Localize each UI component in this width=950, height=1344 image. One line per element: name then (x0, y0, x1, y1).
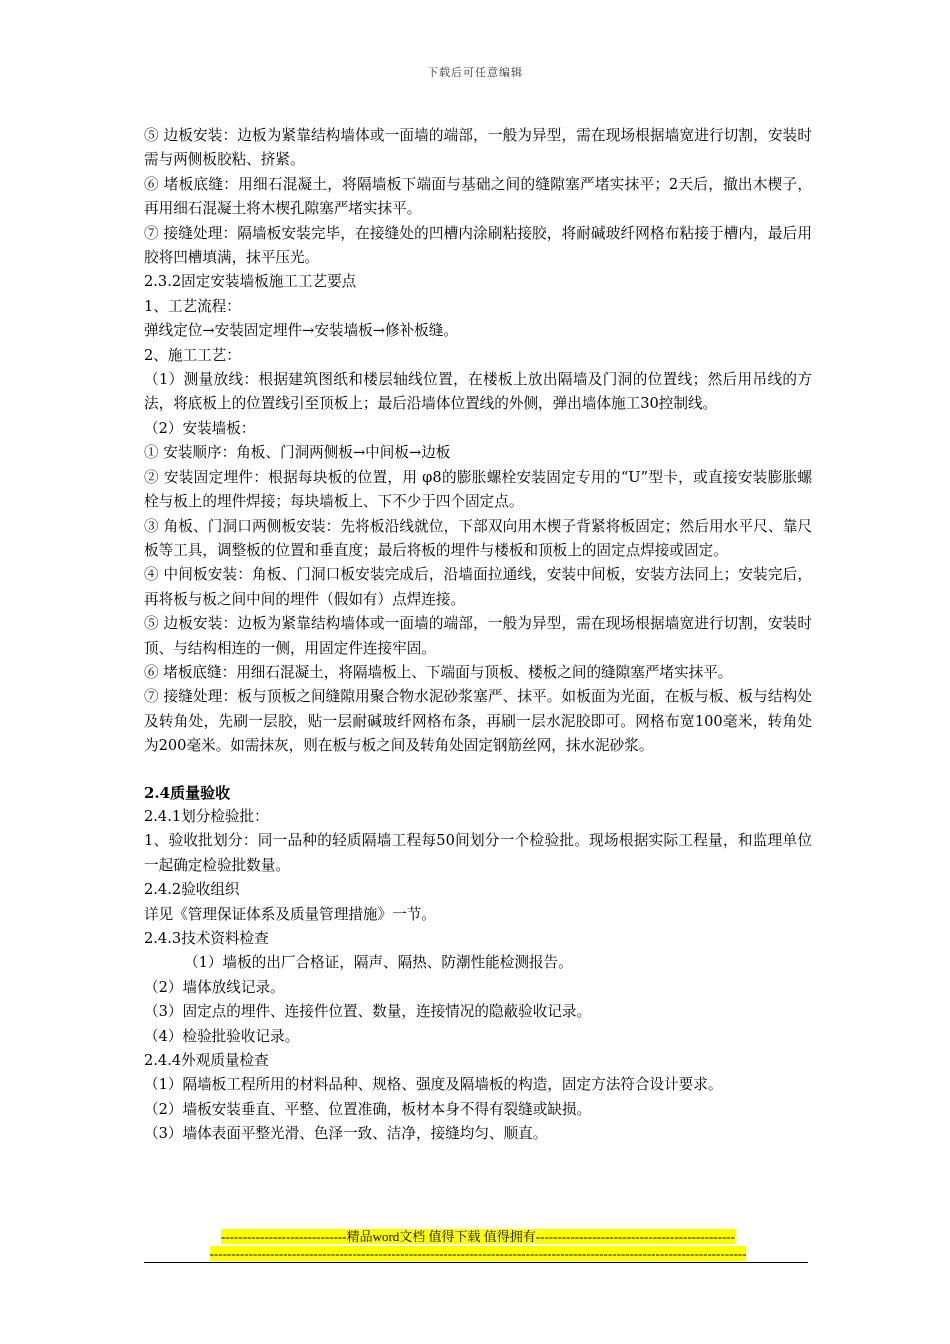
paragraph: 弹线定位→安装固定埋件→安装墙板→修补板缝。 (144, 322, 458, 340)
list-item: （4）检验批验收记录。 (144, 1027, 300, 1045)
paragraph: ③ 角板、门洞口两侧板安装：先将板沿线就位，下部双向用木楔子背紧将板固定；然后用水平尺、靠尺板等工具，调整板的位置和垂直度；最后将板的埋件与楼板和顶板上的固定点焊接或固定。 (144, 517, 812, 559)
paragraph: ⑦ 接缝处理：板与顶板之间缝隙用聚合物水泥砂浆塞严、抹平。如板面为光面，在板与板、板与结构处及转角处，先刷一层胶，贴一层耐碱玻纤网格布条，再刷一层水泥胶即可。网格布宽100毫米，转角处为200毫米。如需抹灰，则在板与板之间及转角处固定钢筋丝网，抹水泥砂浆。 (144, 688, 812, 755)
paragraph: 1、工艺流程： (144, 297, 241, 315)
subsection-heading: 2.3.2固定安装墙板施工工艺要点 (144, 273, 357, 291)
subsection-heading: 2.4.4外观质量检查 (144, 1052, 269, 1070)
footer-banner-line (144, 1245, 812, 1262)
paragraph: ⑥ 堵板底缝：用细石混凝土，将隔墙板上、下端面与顶板、楼板之间的缝隙塞严堵实抹平。 (144, 663, 733, 681)
header-note: 下载后可任意编辑 (427, 66, 523, 79)
paragraph: ⑥ 堵板底缝：用细石混凝土，将隔墙板下端面与基础之间的缝隙塞严堵实抹平；2天后，撤出木楔子，再用细石混凝土将木楔孔隙塞严堵实抹平。 (144, 175, 812, 218)
paragraph: （1）测量放线：根据建筑图纸和楼层轴线位置，在楼板上放出隔墙及门洞的位置线；然后用吊线的方法，将底板上的位置线引至顶板上；最后沿墙体位置线的外侧，弹出墙体施工30控制线。 (144, 371, 812, 413)
paragraph: ① 安装顺序：角板、门洞两侧板→中间板→边板 (144, 444, 451, 462)
paragraph: 1、验收批划分：同一品种的轻质隔墙工程每50间划分一个检验批。现场根据实际工程量，和监理单位一起确定检验批数量。 (144, 832, 812, 874)
subsection-heading: 2.4.2验收组织 (144, 881, 240, 899)
footer-rule (144, 1262, 808, 1263)
footer-banner-dashes: ---------------------------------------------------------------------------------------------------------------------------- (209, 1246, 747, 1261)
paragraph: ④ 中间板安装：角板、门洞口板安装完成后，沿墙面拉通线，安装中间板，安装方法同上；安装完后，再将板与板之间中间的埋件（假如有）点焊连接。 (144, 566, 812, 608)
paragraph: ② 安装固定埋件：根据每块板的位置，用 φ8的膨胀螺栓安装固定专用的“U”型卡，或直接安装膨胀螺栓与板上的埋件焊接；每块墙板上、下不少于四个固定点。 (144, 468, 812, 511)
list-item: （3）墙体表面平整光滑、色泽一致、洁净，接缝均匀、顺直。 (144, 1125, 548, 1143)
paragraph: ⑦ 接缝处理：隔墙板安装完毕，在接缝处的凹槽内涂刷粘接胶，将耐碱玻纤网格布粘接于槽内，最后用胶将凹槽填满，抹平压光。 (144, 224, 812, 267)
subsection-heading: 2.4.1划分检验批： (144, 807, 269, 825)
list-item: （1）隔墙板工程所用的材料品种、规格、强度及隔墙板的构造，固定方法符合设计要求。 (144, 1076, 723, 1094)
paragraph: 详见《管理保证体系及质量管理措施》一节。 (144, 905, 436, 923)
paragraph: ⑤ 边板安装：边板为紧靠结构墙体或一面墙的端部，一般为异型，需在现场根据墙宽进行切割，安装时需与两侧板胶粘、挤紧。 (144, 127, 812, 169)
list-item: （2）墙板安装垂直、平整、位置准确，板材本身不得有裂缝或缺损。 (144, 1100, 592, 1118)
paragraph: ⑤ 边板安装：边板为紧靠结构墙体或一面墙的端部，一般为异型，需在现场根据墙宽进行切割，安装时顶、与结构相连的一侧，用固定件连接牢固。 (144, 615, 812, 657)
list-item: （2）墙体放线记录。 (144, 978, 285, 996)
paragraphs-after (144, 805, 812, 1147)
section-heading: 2.4质量验收 (144, 783, 231, 802)
footer-banner-text: -----------------------------精品word文档 值得下载 值得拥有---------------------------------------------- (221, 1229, 735, 1244)
footer-banner (144, 1228, 812, 1262)
list-item: （3）固定点的埋件、连接件位置、数量，连接情况的隐蔽验收记录。 (144, 1003, 592, 1021)
indented-list-item: （1）墙板的出厂合格证，隔声、隔热、防潮性能检测报告。 (184, 954, 573, 972)
document-body (144, 124, 812, 1147)
paragraph: 2、施工工艺： (144, 346, 241, 364)
paragraph: （2）安装墙板： (144, 419, 256, 437)
subsection-heading: 2.4.3技术资料检查 (144, 930, 269, 947)
paragraphs-before (144, 124, 812, 759)
footer-banner-line (144, 1228, 812, 1245)
